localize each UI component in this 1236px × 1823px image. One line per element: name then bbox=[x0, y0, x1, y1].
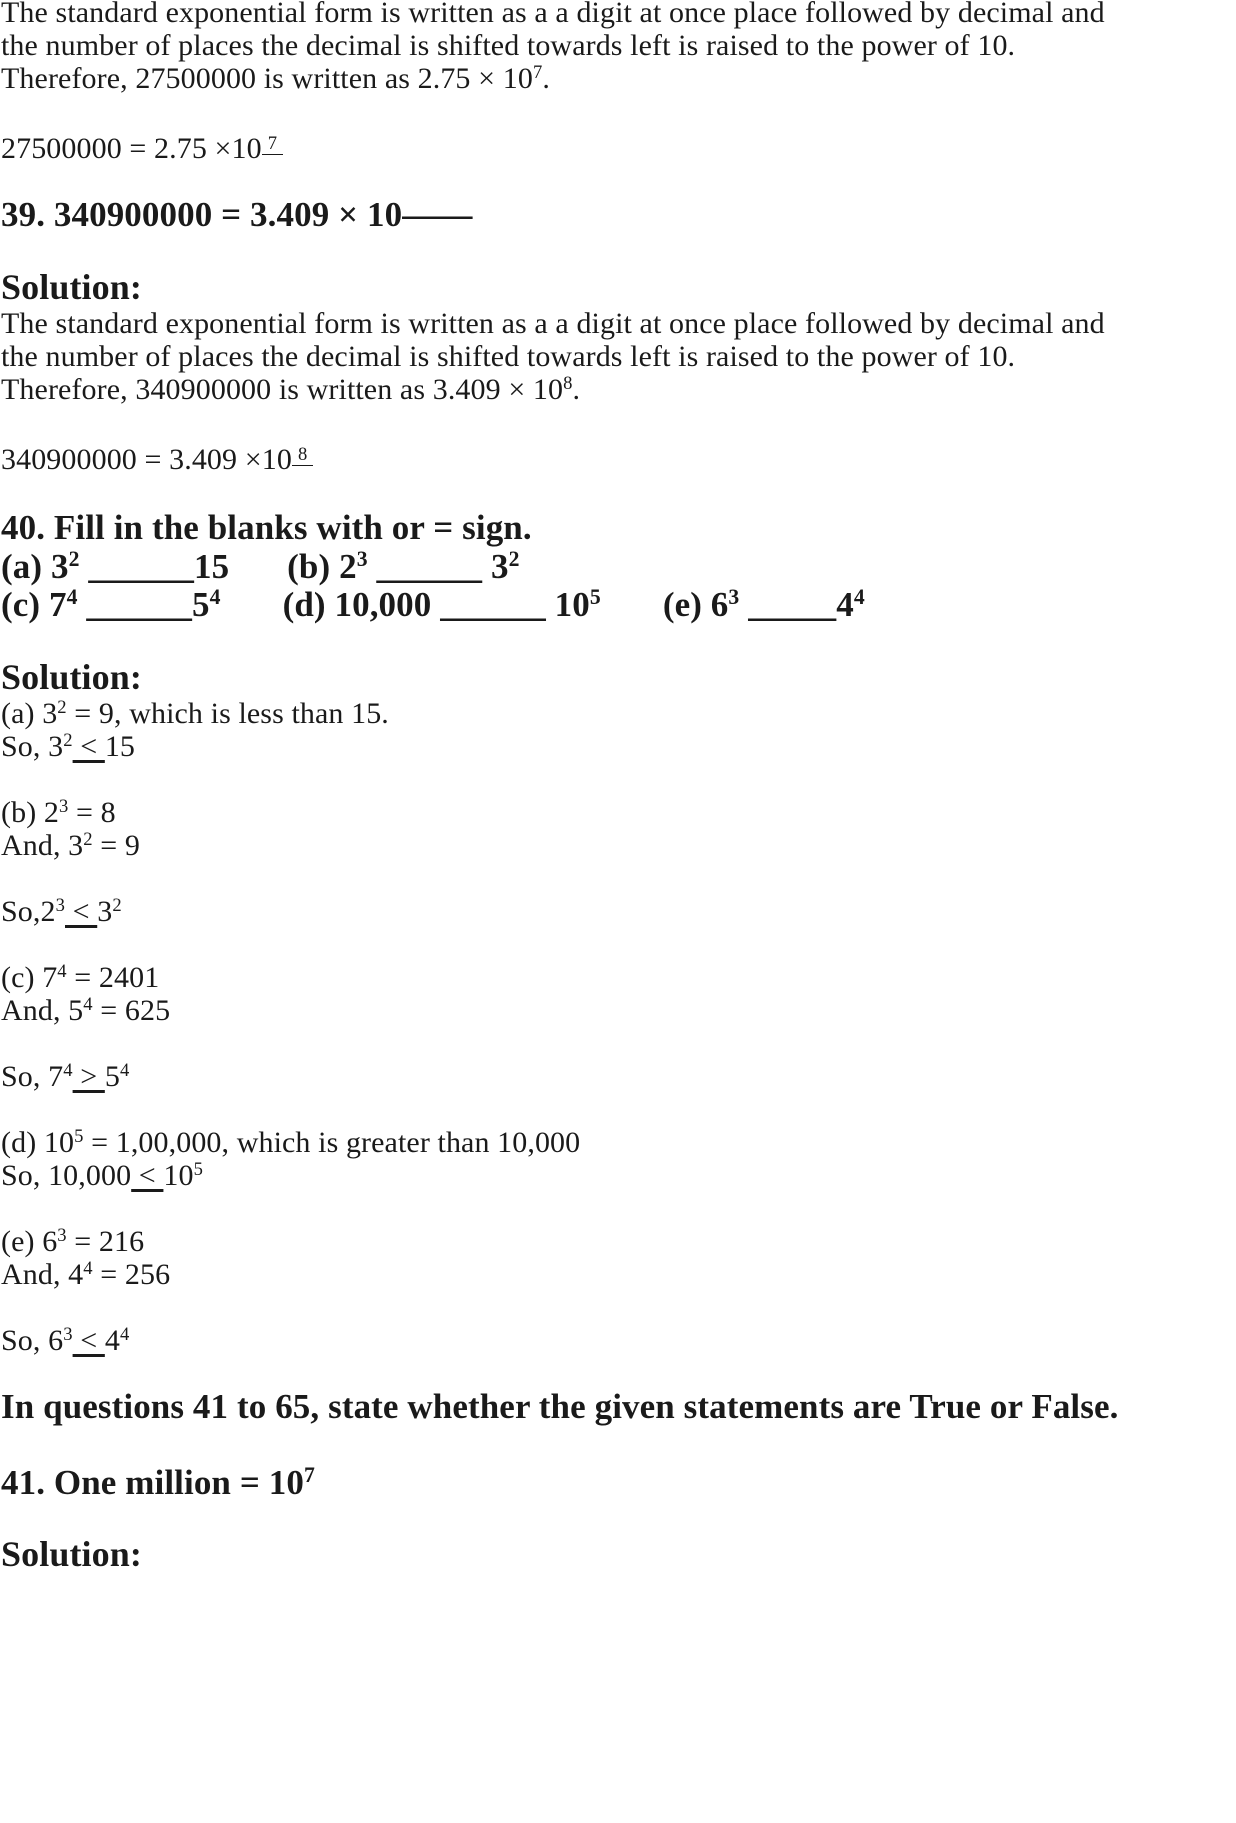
part-c: (c) $7^4$ $\_\_\_\_\_\_5^4$ bbox=[1, 585, 221, 624]
intro-line-3: Therefore, 27500000 is written as $2.75 \times 10^7$. bbox=[1, 61, 550, 95]
solution-40-e-2: And, $4^4 = 256$ bbox=[1, 1257, 171, 1291]
solution-40-a-2: So, $3^2 < 15$ bbox=[1, 729, 136, 763]
solution-40-c-3: So, $7^4 > 5^4$ bbox=[1, 1059, 130, 1093]
solution-40-a-1: (a) $3^2 = 9$, which is less than 15. bbox=[1, 696, 389, 730]
question-40-row-2 bbox=[1, 584, 865, 626]
part-e: (e) $6^3$ $\_\_\_\_\_4^4$ bbox=[662, 585, 865, 624]
intro-line-2: the number of places the decimal is shifted towards left is raised to the power of 10. bbox=[1, 29, 1016, 62]
solution-40-d-2: So, $10,000 < 10^5$ bbox=[1, 1158, 204, 1192]
solution-39-line-1: The standard exponential form is written as a a digit at once place followed by decimal and bbox=[1, 307, 1105, 340]
question-40-row-1 bbox=[1, 546, 520, 588]
solution-40-b-1: (b) $2^3 = 8$ bbox=[1, 795, 116, 829]
part-a: (a) $3^2$ ______15 bbox=[1, 547, 230, 586]
solution-39-equation: 340900000 = 3.409 ×10 $^8$ bbox=[1, 442, 313, 482]
solution-39-line-3: Therefore, 340900000 is written as $3.409 \times 10^8$. bbox=[1, 372, 581, 406]
question-39: 39. 340900000 = 3.409 × 10—— bbox=[1, 195, 473, 234]
solution-40-label: Solution: bbox=[1, 657, 142, 697]
solution-40-e-1: (e) $6^3 = 216$ bbox=[1, 1224, 145, 1258]
section-instruction: In questions 41 to 65, state whether the given statements are True or False. bbox=[1, 1387, 1119, 1426]
intro-equation: 27500000 = 2.75 ×10 $^7$ bbox=[1, 131, 283, 171]
solution-40-d-1: (d) $10^5 = 1,00,000$, which is greater than 10,000 bbox=[1, 1125, 581, 1159]
intro-line-1: The standard exponential form is written as a a digit at once place followed by decimal and bbox=[1, 0, 1105, 29]
part-b: (b) $2^3$ ______ $3^2$ bbox=[287, 547, 520, 586]
solution-40-b-3: $So,2^3 < 3^2$ bbox=[1, 894, 122, 928]
solution-40-c-2: And, $5^4 = 625$ bbox=[1, 993, 171, 1027]
solution-39-label: Solution: bbox=[1, 267, 142, 307]
question-40: 40. Fill in the blanks with or = sign. bbox=[1, 508, 532, 547]
solution-40-e-3: So, $6^3 < 4^4$ bbox=[1, 1323, 130, 1357]
solution-40-b-2: And, $3^2 = 9$ bbox=[1, 828, 140, 862]
part-d: (d) 10,000 ______ $10^5$ bbox=[282, 585, 601, 624]
solution-41-label: Solution: bbox=[1, 1534, 142, 1574]
question-41: 41. One million = $10^7$ bbox=[1, 1463, 315, 1502]
solution-40-c-1: (c) $7^4 = 2401$ bbox=[1, 960, 160, 994]
solution-39-line-2: the number of places the decimal is shifted towards left is raised to the power of 10. bbox=[1, 340, 1016, 373]
